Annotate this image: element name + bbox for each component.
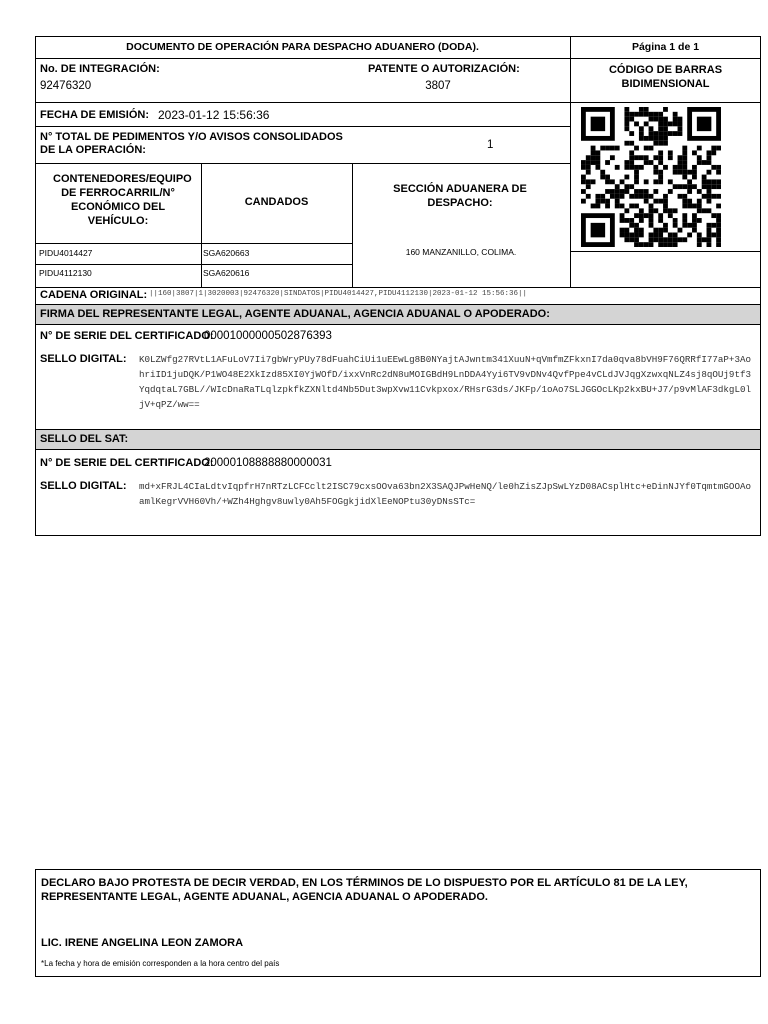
col-seccion-header: SECCIÓN ADUANERA DE DESPACHO:: [393, 183, 527, 209]
patente-value: 3807: [425, 80, 451, 92]
codigo-barras-label: CÓDIGO DE BARRAS BIDIMENSIONAL: [608, 64, 723, 90]
total-pedimentos-label: N° TOTAL DE PEDIMENTOS Y/O AVISOS CONSOLIDADOS DE LA OPERACIÓN:: [40, 131, 343, 156]
firma-serie-label: N° DE SERIE DEL CERTIFICADO:: [40, 330, 214, 342]
seccion-value: 160 MANZANILLO, COLIMA.: [405, 247, 517, 257]
timezone-note: *La fecha y hora de emisión corresponden a la hora centro del país: [41, 959, 280, 968]
total-pedimentos-value: 1: [487, 139, 494, 151]
qr-code: [581, 107, 721, 247]
table-row: [35, 243, 352, 264]
firma-sello-value: K0LZWfg27RVtL1AFuLoV7Ii7gbWryPUy78dFuahCiUi1uEEwLg8B0NYajtAJwntm341XuuN+qVmfmZFkxnI7da0qva8bVH9F76QRRfI77aP+3AohriID1juDQK/P1WO48E2XkIzd85XI0YjWOfD/ixxVnRc2dN8uMOIGBdH9LnDDA4Yyi6TV9vDNv4QvfPpe4vCLdJVJqgXzwxqNLZ4sj8qOUj9tf3YqdqtaL7GBL//WIcDnaRaTLqlzpkfkZXNltd4Nb5Dut3wpXvw11Cvkpxox/RHsrG3ds/JKFp/1oAo7SLJGGOcLKp2kxBU+J7/p9vMlAF3dkgL0ljV+qPZ/ww==: [139, 354, 751, 410]
contenedor-cell: PIDU4112130: [39, 268, 92, 278]
sat-sello-value: md+xFRJL4CIaLdtvIqpfrH7nRTzLCFCclt2ISC79cxsOOva63bn2X3SAQJPwHeNQ/le0hZisZJpSwLYzD08ACsplHtc+eDinNJYf0TqmtmGOOAoamlKegrVVH60Vh/+WZh4Hghgv8uwly0Ah5FOGgkjidXlEeNOPtu30yDNsSTc=: [139, 481, 751, 507]
candado-cell: SGA620616: [203, 268, 250, 278]
cadena-label: CADENA ORIGINAL:: [40, 289, 148, 301]
patente-label: PATENTE O AUTORIZACIÓN:: [368, 63, 520, 75]
page-number: Página 1 de 1: [631, 41, 700, 53]
firma-serie-value: 00001000000502876393: [204, 330, 332, 342]
candado-cell: SGA620663: [203, 248, 250, 258]
col-candados-header: CANDADOS: [244, 196, 309, 208]
contenedor-cell: PIDU4014427: [39, 248, 93, 258]
cadena-value: ||160|3807|1|3020003|92476320|SINDATOS|PIDU4014427,PIDU4112130|2023-01-12 15:56:36||: [149, 290, 528, 298]
declaracion-text: DECLARO BAJO PROTESTA DE DECIR VERDAD, EN LOS TÉRMINOS DE LO DISPUESTO POR EL ARTÍCULO 81 DE LA LEY, REPRESENTANTE LEGAL, AGENTE ADUANAL, AGENCIA ADUANAL O APODERADO.: [41, 877, 688, 903]
sat-serie-label: N° DE SERIE DEL CERTIFICADO:: [40, 457, 214, 469]
sat-section-title: SELLO DEL SAT:: [40, 433, 129, 445]
col-contenedores-header: CONTENEDORES/EQUIPO DE FERROCARRIL/N° ECONÓMICO DEL VEHÍCULO:: [53, 173, 192, 227]
firma-sello-label: SELLO DIGITAL:: [40, 353, 127, 365]
sat-section-band: [35, 429, 761, 449]
qr-code-icon: [581, 107, 721, 247]
table-row: [35, 264, 352, 287]
integracion-value: 92476320: [40, 80, 92, 92]
integracion-label: No. DE INTEGRACIÓN:: [40, 63, 160, 75]
fecha-emision-value: 2023-01-12 15:56:36: [158, 108, 270, 122]
document-title: DOCUMENTO DE OPERACIÓN PARA DESPACHO ADUANERO (DODA).: [126, 41, 479, 53]
declaracion-box: [35, 869, 761, 977]
sat-serie-value: 20000108888880000031: [204, 457, 332, 469]
declarante-name: LIC. IRENE ANGELINA LEON ZAMORA: [41, 937, 244, 949]
sat-sello-label: SELLO DIGITAL:: [40, 480, 127, 492]
doda-form: [35, 36, 761, 536]
fecha-emision-label: FECHA DE EMISIÓN:: [40, 109, 149, 121]
firma-section-title: FIRMA DEL REPRESENTANTE LEGAL, AGENTE ADUANAL, AGENCIA ADUANAL O APODERADO:: [40, 308, 550, 320]
